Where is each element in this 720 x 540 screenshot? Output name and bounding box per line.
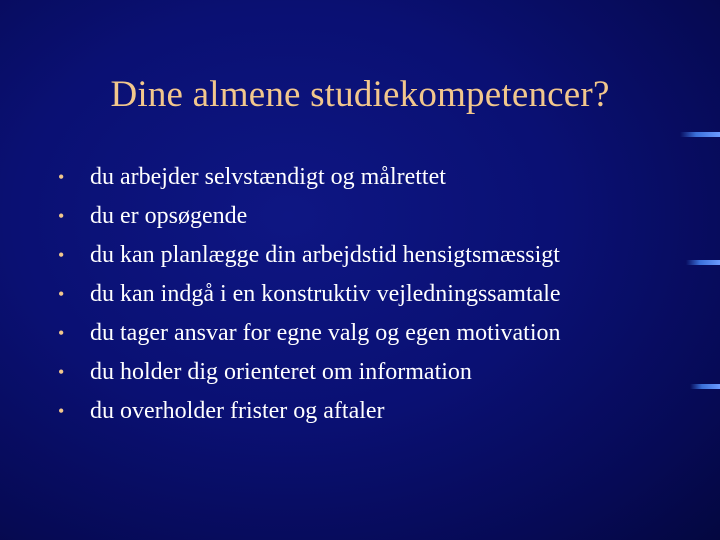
bullet-text: du er opsøgende xyxy=(90,203,248,229)
bullet-icon: • xyxy=(58,206,65,226)
list-item xyxy=(58,314,561,353)
list-item xyxy=(58,158,561,197)
slide-title: Dine almene studiekompetencer? xyxy=(110,74,610,115)
decorative-line xyxy=(680,132,720,137)
list-item xyxy=(58,197,561,236)
bullet-icon: • xyxy=(58,323,65,343)
list-item xyxy=(58,236,561,275)
bullet-text: du kan planlægge din arbejdstid hensigtsmæssigt xyxy=(90,242,560,268)
decorative-line xyxy=(686,260,720,265)
bullet-text: du holder dig orienteret om information xyxy=(90,359,472,385)
bullet-icon: • xyxy=(58,167,65,187)
bullet-text: du tager ansvar for egne valg og egen motivation xyxy=(90,320,561,346)
list-item xyxy=(58,275,561,314)
bullet-text: du overholder frister og aftaler xyxy=(90,398,385,424)
bullet-icon: • xyxy=(58,245,65,265)
bullet-text: du arbejder selvstændigt og målrettet xyxy=(90,164,446,190)
list-item xyxy=(58,392,561,431)
bullet-icon: • xyxy=(58,284,65,304)
bullet-text: du kan indgå i en konstruktiv vejledningssamtale xyxy=(90,281,561,307)
bullet-icon: • xyxy=(58,401,65,421)
decorative-line xyxy=(690,384,720,389)
bullet-icon: • xyxy=(58,362,65,382)
bullet-list xyxy=(58,158,561,431)
list-item xyxy=(58,353,561,392)
